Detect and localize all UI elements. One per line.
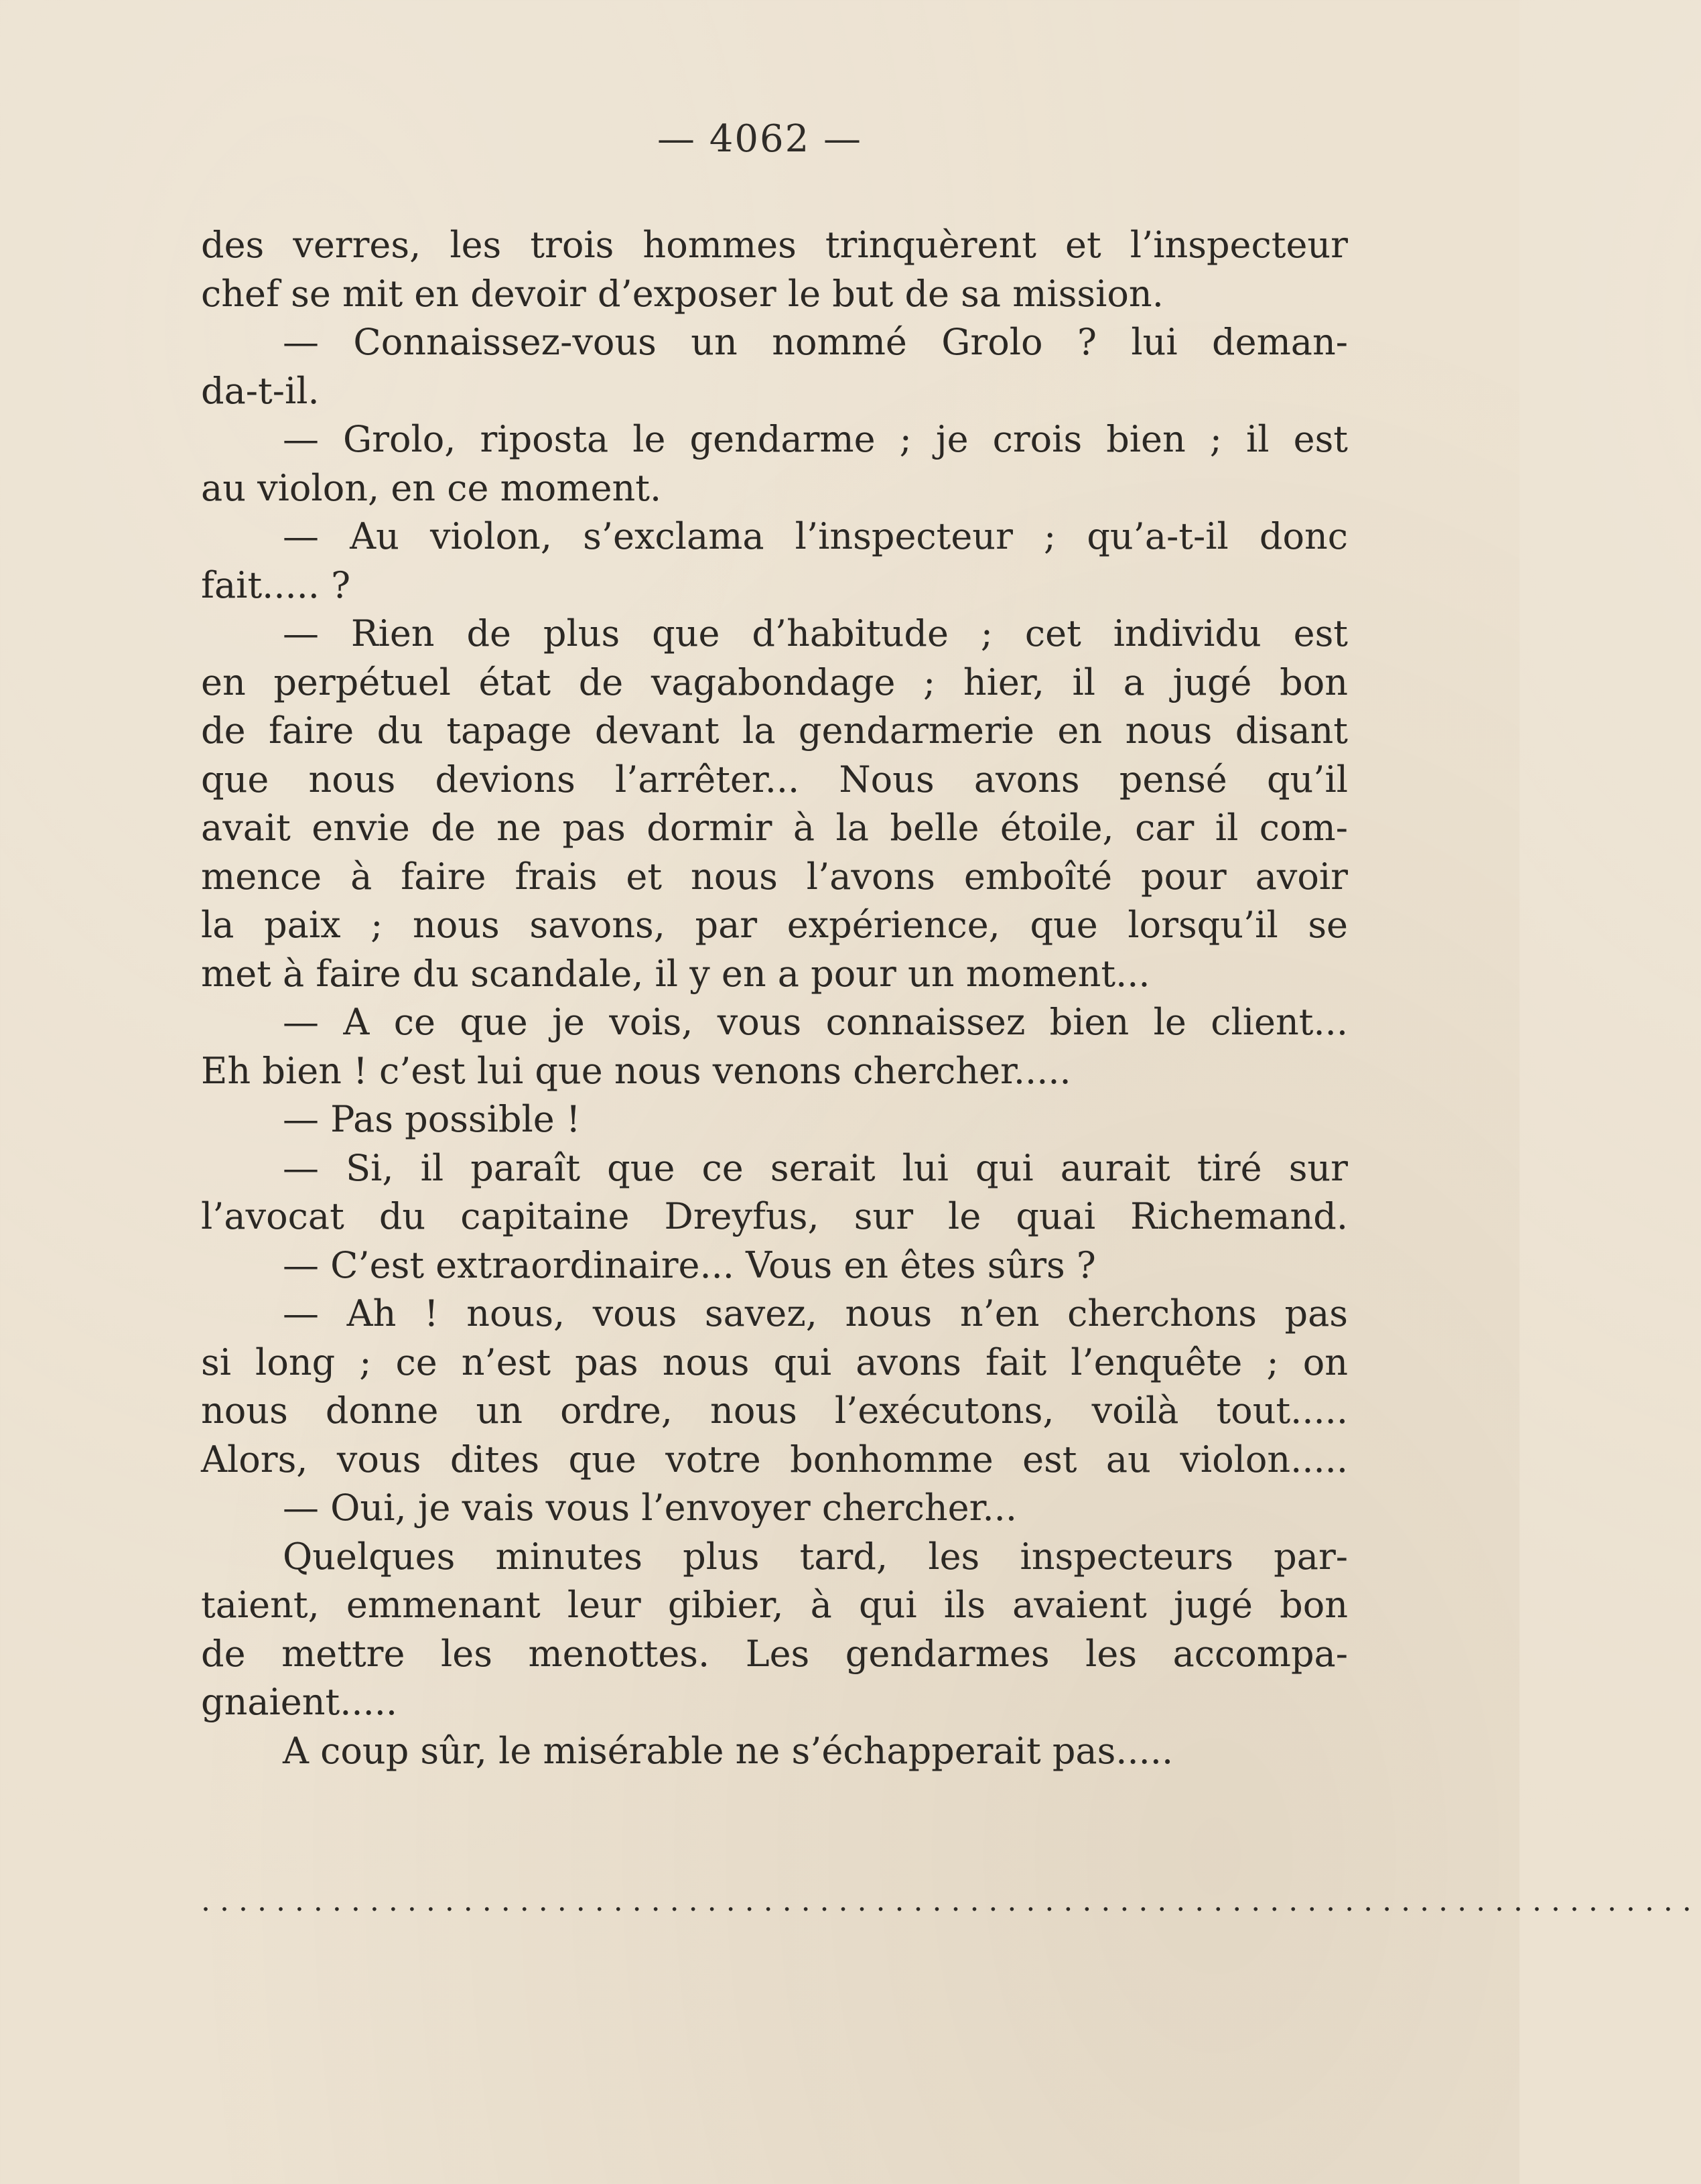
text-line: — Pas possible ! [283,1098,581,1140]
text-line: chef se mit en devoir d’exposer le but de sa mission. [201,272,1164,315]
text-line: — Si, il paraît que ce serait lui qui aurait tiré sur [283,1146,1348,1189]
dotted-separator: ................................................................................ [201,1884,1701,1918]
text-line: des verres, les trois hommes trinquèrent et l’inspecteur [201,224,1348,266]
text-line: — Connaissez-vous un nommé Grolo ? lui deman- [283,321,1348,363]
text-line: nous donne un ordre, nous l’exécutons, voilà tout..... [201,1389,1348,1432]
text-line: avait envie de ne pas dormir à la belle étoile, car il com- [201,807,1348,849]
text-line: — Au violon, s’exclama l’inspecteur ; qu’a-t-il donc [283,515,1348,557]
page-number: — 4062 — [657,117,863,161]
text-body [201,221,1348,1775]
text-line: — Ah ! nous, vous savez, nous n’en cherchons pas [283,1292,1348,1335]
text-line: taient, emmenant leur gibier, à qui ils avaient jugé bon [201,1584,1348,1626]
text-line: — C’est extraordinaire... Vous en êtes sûrs ? [283,1243,1096,1286]
text-line: en perpétuel état de vagabondage ; hier, il a jugé bon [201,661,1348,703]
text-line: — Rien de plus que d’habitude ; cet individu est [283,612,1348,655]
text-line: met à faire du scandale, il y en a pour un moment... [201,952,1150,995]
text-line: Quelques minutes plus tard, les inspecteurs par- [283,1535,1348,1578]
text-line: la paix ; nous savons, par expérience, que lorsqu’il se [201,904,1348,946]
text-line: — Grolo, riposta le gendarme ; je crois bien ; il est [283,418,1348,460]
text-line: da-t-il. [201,369,320,412]
text-line: de mettre les menottes. Les gendarmes les accompa- [201,1632,1348,1675]
text-line: A coup sûr, le misérable ne s’échapperait pas..... [283,1729,1174,1772]
text-line: l’avocat du capitaine Dreyfus, sur le quai Richemand. [201,1195,1348,1237]
text-line: de faire du tapage devant la gendarmerie en nous disant [201,709,1348,752]
text-line: que nous devions l’arrêter... Nous avons pensé qu’il [201,758,1348,801]
text-line: — A ce que je vois, vous connaissez bien le client... [283,1001,1348,1043]
text-line: fait..... ? [201,563,351,606]
text-line: gnaient..... [201,1681,398,1723]
text-line: mence à faire frais et nous l’avons emboîté pour avoir [201,855,1348,898]
text-line: si long ; ce n’est pas nous qui avons fait l’enquête ; on [201,1341,1348,1383]
text-line: — Oui, je vais vous l’envoyer chercher... [283,1487,1017,1529]
text-line: au violon, en ce moment. [201,466,662,509]
text-line: Eh bien ! c’est lui que nous venons chercher..... [201,1049,1071,1092]
text-line: Alors, vous dites que votre bonhomme est au violon..... [201,1438,1348,1481]
